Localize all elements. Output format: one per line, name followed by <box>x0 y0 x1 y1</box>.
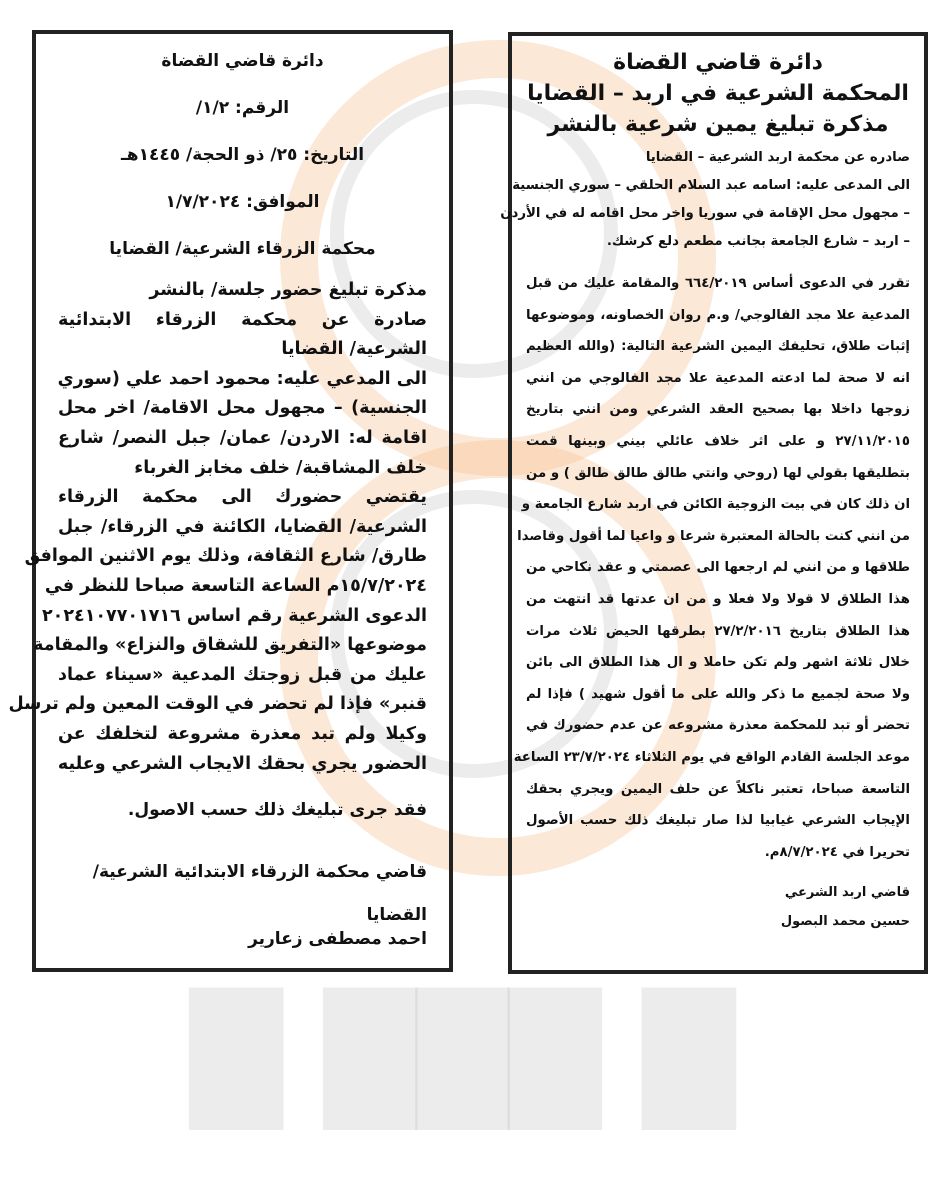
body-line: هذا الطلاق بتاريخ ٢٧/٢/٢٠١٦ بطرقها الحيض ثلاث مرات <box>526 623 910 639</box>
right-notice <box>500 32 928 974</box>
signature-title: قاضي محكمة الزرقاء الابتدائية الشرعية/ <box>92 862 427 883</box>
body-line: خلال ثلاثة اشهر ولم تكن حاملا و ال هذا الطلاق الى بائن <box>526 655 910 671</box>
header-line: التاريخ: ٢٥/ ذو الحجة/ ١٤٤٥هـ <box>120 145 365 165</box>
body-line: موضوعها «التفريق للشقاق والنزاع» والمقامة <box>33 635 427 656</box>
body-line: المدعية علا مجد الفالوجي/ و.م روان الخصاونه، وموضوعها <box>526 307 910 323</box>
body-line: موعد الجلسة القادم الواقع في يوم الثلاثاء ٢٣/٧/٢٠٢٤ الساعة <box>513 749 910 765</box>
body-line: الدعوى الشرعية رقم اساس ٢٠٢٤١٠٧٧٠١٧١٦ <box>41 605 427 626</box>
intro-line: صادره عن محكمة اربد الشرعية – القضايا <box>645 150 910 165</box>
body-line: الى المدعي عليه: محمود احمد علي (سوري <box>57 368 427 389</box>
body-line: ١٥/٧/٢٠٢٤م الساعة التاسعة صباحا للنظر في <box>44 575 427 596</box>
watermark-logo <box>190 990 735 1129</box>
intro-line: – اربد – شارع الجامعة بجانب مطعم دلع كرشك. <box>606 234 910 249</box>
body-line: اقامة له: الاردن/ عمان/ جبل النصر/ شارع <box>58 427 427 448</box>
intro-line: – مجهول محل الإقامة في سوريا واخر محل اقامه له في الأردن <box>500 206 910 221</box>
body-line: خلف المشاقبة/ خلف مخابز الغرباء <box>134 457 427 478</box>
signature-name: احمد مصطفى زعارير <box>248 929 427 950</box>
watermark-logo-shape: █ ███ █ <box>190 990 735 1129</box>
header-line: الرقم: ١/٢/ <box>195 98 290 118</box>
header-line: الموافق: ١/٧/٢٠٢٤ <box>165 192 320 212</box>
title-line: دائرة قاضي القضاة <box>613 50 823 75</box>
header-line: دائرة قاضي القضاة <box>161 51 324 71</box>
body-line: ولا صحة لجميع ما ذكر والله على ما أقول شهيد ) فإذا لم <box>526 686 910 702</box>
body-line: عليك من قبل زوجتك المدعية «سيناء عماد <box>58 664 427 685</box>
title-line: المحكمة الشرعية في اربد – القضايا <box>527 81 909 106</box>
closing-text: فقد جرى تبليغك ذلك حسب الاصول. <box>127 800 427 821</box>
body-line: يقتضي حضورك الى محكمة الزرقاء <box>58 487 427 508</box>
body-line: الإيجاب الشرعي غيابيا لذا صار تبليغك ذلك حسب الأصول <box>526 813 910 829</box>
body-line: إثبات طلاق، تحليفك اليمين الشرعية التالية: (والله العظيم <box>526 339 910 355</box>
body-line: هذا الطلاق لا قولا ولا فعلا و من ان عدتها قد انتهت من <box>526 591 910 607</box>
body-line: التاسعة صباحا، تعتبر ناكلاً عن حلف اليمين ويجري بحقك <box>526 781 910 797</box>
signature-dept: القضايا <box>366 905 427 926</box>
title-line: مذكرة تبليغ يمين شرعية بالنشر <box>547 112 889 137</box>
intro-line: الى المدعى عليه: اسامه عبد السلام الحلقي – سوري الجنسية <box>512 178 910 193</box>
body-line: بتطليقها بقولي لها (روحي وانتي طالق طالق طالق ) و من <box>526 465 910 481</box>
body-line: من انني كنت بالحالة المعتبرة شرعا و واعيا لما أقول وقاصدا <box>517 528 910 544</box>
body-line: الشرعية/ القضايا <box>281 339 427 360</box>
body-line: ٢٧/١١/٢٠١٥ و على اثر خلاف عائلي بيني وبينها قمت <box>526 433 910 449</box>
body-line: صادرة عن محكمة الزرقاء الابتدائية <box>58 309 427 330</box>
body-line: زوجها داخلا بها بصحيح العقد الشرعي ومن انني بتاريخ <box>526 402 910 418</box>
left-notice <box>8 30 453 972</box>
body-line: وكيلا ولم تبد معذرة مشروعة لتخلفك عن <box>58 723 427 744</box>
body-line: الحضور يجري بحقك الايجاب الشرعي وعليه <box>57 753 427 774</box>
body-line: طلاقها و من انني لم ارجعها الى عصمتي و عقد نكاحي من <box>526 560 910 576</box>
body-line: تحريرا في ٨/٧/٢٠٢٤م. <box>764 844 910 860</box>
body-line: تحضر أو تبد للمحكمة معذرة مشروعه عن عدم حضورك في <box>526 718 910 734</box>
body-line: مذكرة تبليغ حضور جلسة/ بالنشر <box>149 280 427 300</box>
body-line: ان ذلك كان في بيت الزوجية الكائن في اربد شارع الجامعة و <box>521 497 910 513</box>
signature-name: حسين محمد البصول <box>780 914 910 930</box>
signature-title: قاضي اربد الشرعي <box>784 885 910 901</box>
header-line: محكمة الزرقاء الشرعية/ القضايا <box>109 239 376 259</box>
body-line: تقرر في الدعوى أساس ٦٦٤/٢٠١٩ والمقامة عليك من قبل <box>526 276 910 291</box>
body-line: الشرعية/ القضايا، الكائنة في الزرقاء/ جبل <box>58 516 427 537</box>
body-line: طارق/ شارع الثقافة، وذلك يوم الاثنين الموافق <box>24 546 427 567</box>
body-line: الجنسية) – مجهول محل الاقامة/ اخر محل <box>58 398 427 419</box>
body-line: انه لا صحة لما ادعته المدعية علا مجد الفالوجي من انني <box>526 370 910 386</box>
body-line: قنبر» فإذا لم تحضر في الوقت المعين ولم ترسل <box>8 694 427 715</box>
